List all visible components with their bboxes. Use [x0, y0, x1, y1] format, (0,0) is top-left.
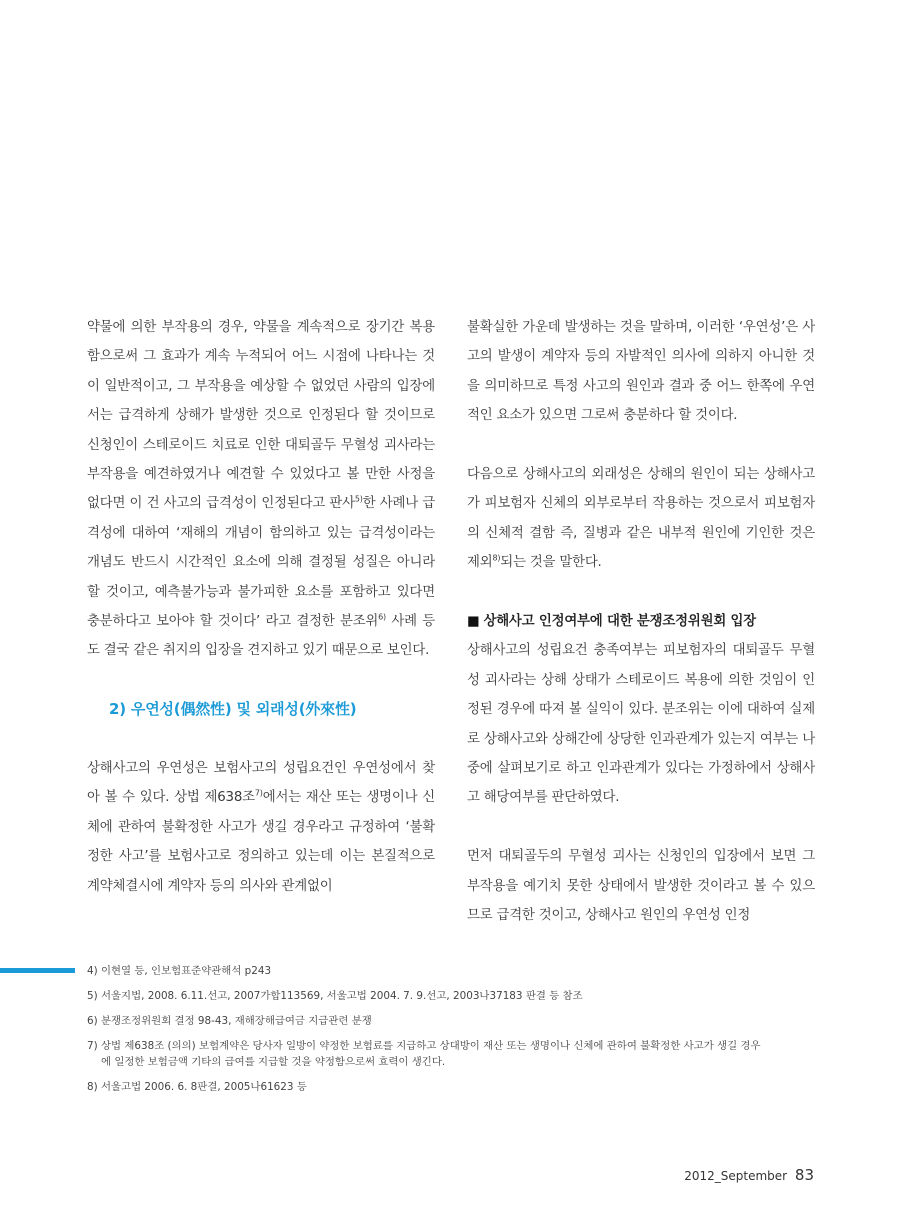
body-paragraph [87, 313, 435, 666]
footnote-ref[interactable]: 5) [354, 494, 363, 504]
footnote: 5) 서울지법, 2008. 6.11.선고, 2007가합113569, 서울고법 2004. 7. 9.선고, 2003나37183 판결 등 참조 [87, 990, 583, 1002]
paragraph-text: 상해사고의 우연성은 보험사고의 성립요건인 우연성에서 찾아 볼 수 있다. 상법 제638조 [87, 761, 435, 806]
body-paragraph [87, 754, 435, 901]
footnotes [87, 963, 817, 1104]
footnote: 8) 서울고법 2006. 6. 8판결, 2005나61623 등 [87, 1081, 307, 1093]
page-number: 83 [794, 1166, 814, 1184]
paragraph-text: 약물에 의한 부작용의 경우, 약물을 계속적으로 장기간 복용함으로써 그 효과가 계속 누적되어 어느 시점에 나타나는 것이 일반적이고, 그 부작용을 예상할 수 없었던 사람의 입장에서는 급격하게 상해가 발생한 것으로 인정된다 할 것이므로 신청인이 스테로이드 치료로 인한 대퇴골두 무혈성 괴사라는 부작용을 예견하였거나 예견할 수 있었다고 볼 만한 사정을 없다면 이 건 사고의 급격성이 인정된다고 판사 [87, 320, 435, 512]
footnote: 6) 분쟁조정위원회 결정 98-43, 재해장해급여금 지급관련 분쟁 [87, 1015, 372, 1027]
paragraph-text: 에서는 재산 또는 생명이나 신체에 관하여 불확정한 사고가 생길 경우라고 규정하여 ‘불확정한 사고’를 보험사고로 정의하고 있는데 이는 본질적으로 계약체결시에 계약자 등의 의사와 관계없이 [87, 790, 435, 894]
left-column [87, 313, 435, 901]
square-bullet-icon: ■ [467, 614, 480, 630]
footnote: 4) 이현열 등, 인보험표준약관해석 p243 [87, 965, 272, 977]
footnote-ref[interactable]: 7) [254, 789, 263, 798]
box-heading-text: 상해사고 인정여부에 대한 분쟁조정위원회 입장 [483, 614, 757, 630]
right-column [467, 313, 815, 930]
paragraph-text: 되는 것을 말한다. [500, 555, 602, 571]
body-paragraph: 상해사고의 성립요건 충족여부는 피보험자의 대퇴골두 무혈성 괴사라는 상해 상태가 스테로이드 복용에 의한 것임이 인정된 경우에 따져 볼 실익이 있다. 분조위는 이에 대하여 실제로 상해사고와 상해간에 상당한 인과관계가 있는지 여부는 나중에 살펴보기로 하고 인과관계가 있다는 가정하에서 상해사고 해당여부를 판단하였다. [467, 643, 815, 806]
footnote-ref[interactable]: 6) [378, 612, 386, 622]
body-paragraph [467, 460, 815, 578]
footnote-accent-bar [0, 968, 75, 973]
footnote-text: 7) 상법 제638조 (의의) 보험계약은 당사자 일방이 약정한 보험료를 지급하고 상대방이 재산 또는 생명이나 신체에 관하여 불확정한 사고가 생길 경우 [87, 1040, 761, 1052]
box-heading [467, 607, 815, 636]
page-footer [684, 1166, 814, 1184]
paragraph-text: 사례 등도 결국 같은 취지의 입장을 견지하고 있기 때문으로 보인다. [87, 614, 435, 659]
body-paragraph: 먼저 대퇴골두의 무혈성 괴사는 신청인의 입장에서 보면 그 부작용을 예기치 못한 상태에서 발생한 것이라고 볼 수 있으므로 급격한 것이고, 상해사고 원인의 우연성 인정 [467, 849, 815, 924]
section-heading: 2) 우연성(偶然性) 및 외래성(外來性) [109, 700, 357, 719]
footnote-text-continued: 에 일정한 보험금액 기타의 급여를 지급할 것을 약정함으로써 효력이 생긴다. [101, 1056, 446, 1068]
paragraph-text: 다음으로 상해사고의 외래성은 상해의 원인이 되는 상해사고가 피보험자 신체의 외부로부터 작용하는 것으로서 피보험자의 신체적 결함 즉, 질병과 같은 내부적 원인에 기인한 것은 제외 [467, 467, 815, 571]
paragraph-text: 한 사례나 급격성에 대하여 ‘재해의 개념이 함의하고 있는 급격성이라는 개념도 반드시 시간적인 요소에 의해 결정될 성질은 아니라 할 것이고, 예측불가능과 불가피한 요소를 포함하고 있다면 충분하다고 보아야 할 것이다’ 라고 결정한 분조위 [87, 496, 435, 630]
footnote [87, 1038, 817, 1070]
footnote-ref[interactable]: 8) [492, 553, 501, 563]
body-paragraph: 불확실한 가운데 발생하는 것을 말하며, 이러한 ‘우연성’은 사고의 발생이 계약자 등의 자발적인 의사에 의하지 아니한 것을 의미하므로 특정 사고의 원인과 결과 중 어느 한쪽에 우연적인 요소가 있으면 그로써 충분하다 할 것이다. [467, 320, 815, 424]
issue-label: 2012_September [684, 1169, 788, 1183]
